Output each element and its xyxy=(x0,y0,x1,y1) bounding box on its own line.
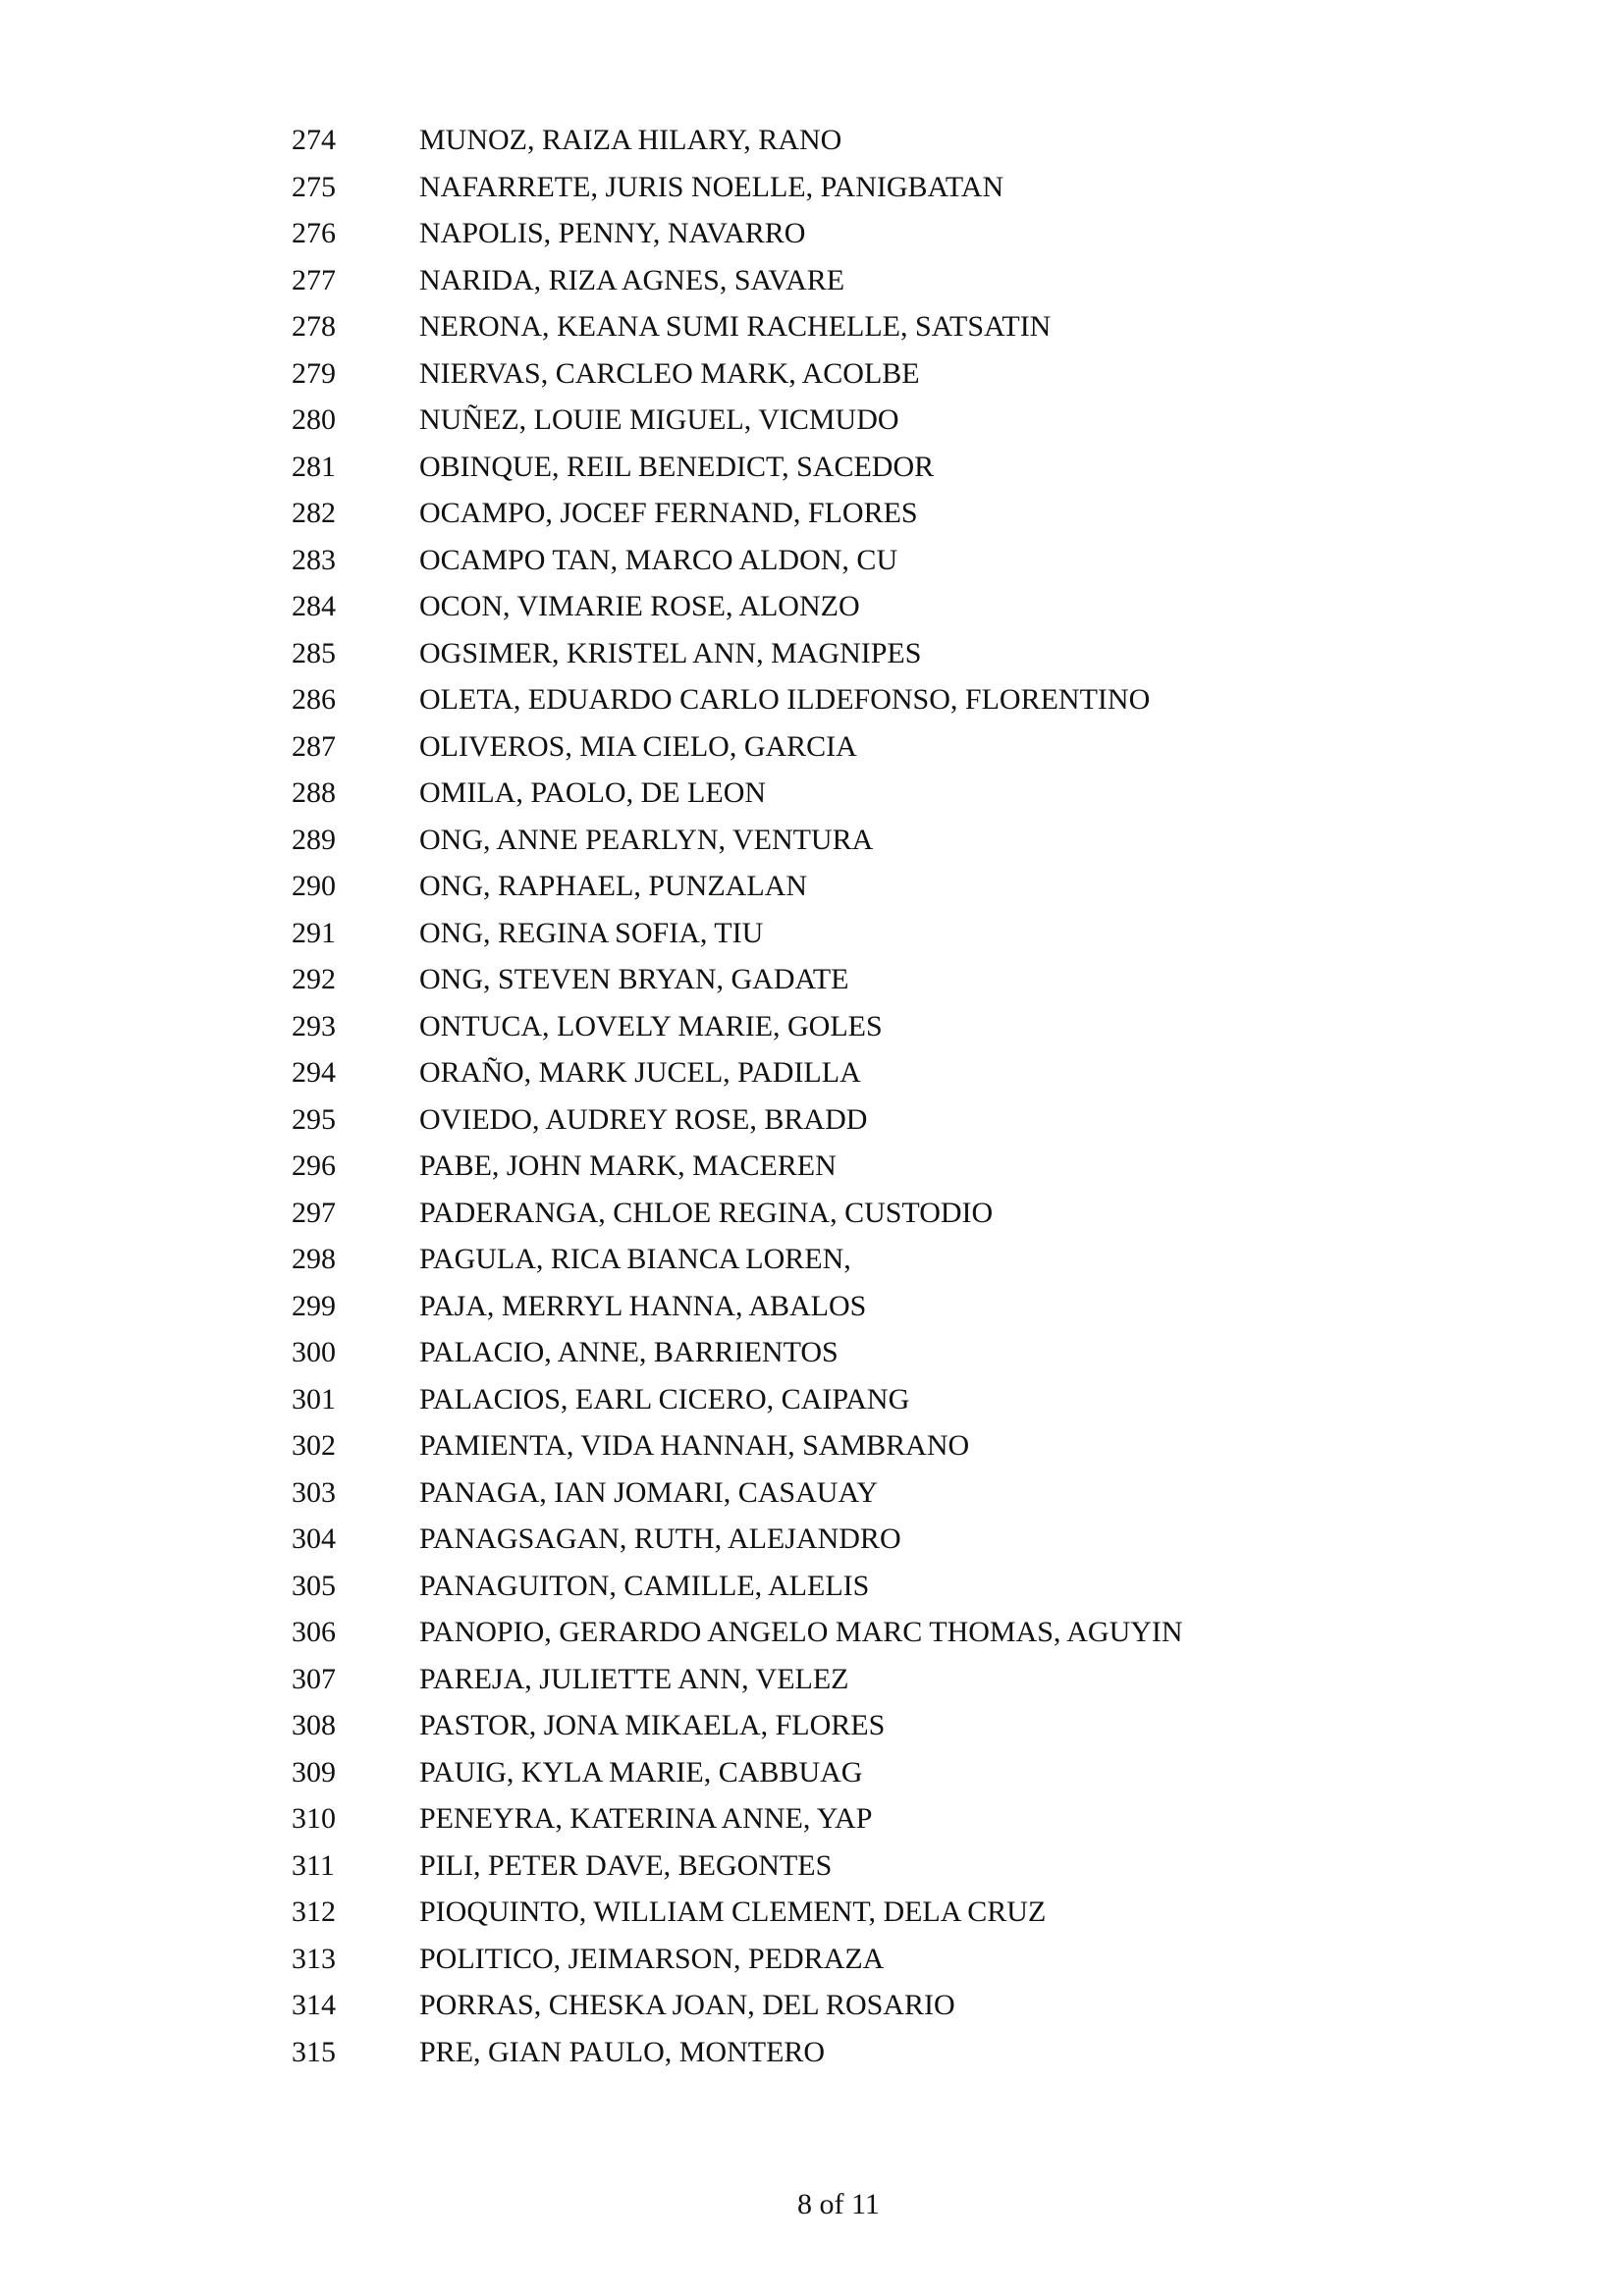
entry-name: NUÑEZ, LOUIE MIGUEL, VICMUDO xyxy=(419,403,899,436)
entry-name: PAUIG, KYLA MARIE, CABBUAG xyxy=(419,1755,863,1789)
entry-name: OLIVEROS, MIA CIELO, GARCIA xyxy=(419,729,857,763)
list-item xyxy=(0,257,1624,304)
page-number: 8 of 11 xyxy=(797,2188,880,2220)
list-item xyxy=(0,817,1624,864)
entry-number: 284 xyxy=(292,590,336,622)
entry-name: PAGULA, RICA BIANCA LOREN, xyxy=(419,1243,851,1275)
entry-name: OBINQUE, REIL BENEDICT, SACEDOR xyxy=(419,450,935,483)
entry-number: 274 xyxy=(292,124,336,156)
entry-number: 282 xyxy=(292,497,336,529)
entry-number: 292 xyxy=(292,963,336,995)
entry-number: 310 xyxy=(292,1802,336,1835)
entry-number: 278 xyxy=(292,310,336,343)
entry-name: PALACIOS, EARL CICERO, CAIPANG xyxy=(419,1382,910,1415)
entry-number: 308 xyxy=(292,1709,336,1741)
entry-name: PABE, JOHN MARK, MACEREN xyxy=(419,1149,837,1182)
entry-number: 285 xyxy=(292,636,336,669)
entry-number: 297 xyxy=(292,1196,336,1229)
list-item xyxy=(0,723,1624,771)
list-item xyxy=(0,770,1624,817)
entry-number: 283 xyxy=(292,543,336,576)
list-item xyxy=(0,350,1624,398)
entry-name: ONG, STEVEN BRYAN, GADATE xyxy=(419,963,849,995)
list-item xyxy=(0,537,1624,584)
entry-name: PALACIO, ANNE, BARRIENTOS xyxy=(419,1336,839,1368)
entry-number: 295 xyxy=(292,1102,336,1136)
list-item xyxy=(0,2029,1624,2076)
entry-name: PAJA, MERRYL HANNA, ABALOS xyxy=(419,1289,867,1322)
entry-number: 298 xyxy=(292,1243,336,1275)
entry-number: 306 xyxy=(292,1616,336,1648)
entry-name: OLETA, EDUARDO CARLO ILDEFONSO, FLORENTINO xyxy=(419,683,1151,716)
entry-number: 302 xyxy=(292,1429,336,1462)
entry-name: PILI, PETER DAVE, BEGONTES xyxy=(419,1848,833,1882)
entry-name: NIERVAS, CARCLEO MARK, ACOLBE xyxy=(419,356,920,390)
entry-name: PASTOR, JONA MIKAELA, FLORES xyxy=(419,1709,886,1741)
entry-number: 289 xyxy=(292,823,336,856)
entry-number: 313 xyxy=(292,1942,336,1975)
entry-number: 304 xyxy=(292,1522,336,1555)
list-item xyxy=(0,1749,1624,1796)
entry-number: 315 xyxy=(292,2035,336,2068)
entry-number: 296 xyxy=(292,1149,336,1182)
list-item xyxy=(0,863,1624,910)
list-item xyxy=(0,1329,1624,1376)
entry-name: OCAMPO, JOCEF FERNAND, FLORES xyxy=(419,497,918,529)
list-item xyxy=(0,1469,1624,1517)
entry-number: 275 xyxy=(292,170,336,203)
entry-name: NARIDA, RIZA AGNES, SAVARE xyxy=(419,263,845,296)
entry-number: 293 xyxy=(292,1009,336,1042)
entry-name: ONG, ANNE PEARLYN, VENTURA xyxy=(419,823,874,856)
entry-number: 277 xyxy=(292,263,336,296)
entry-number: 301 xyxy=(292,1382,336,1415)
entry-name: PRE, GIAN PAULO, MONTERO xyxy=(419,2035,826,2068)
entry-name: PADERANGA, CHLOE REGINA, CUSTODIO xyxy=(419,1196,994,1229)
entry-name: MUNOZ, RAIZA HILARY, RANO xyxy=(419,124,842,156)
entry-number: 305 xyxy=(292,1569,336,1602)
entry-name: PAMIENTA, VIDA HANNAH, SAMBRANO xyxy=(419,1429,970,1462)
list-item xyxy=(0,303,1624,350)
list-item xyxy=(0,583,1624,630)
entry-name: PENEYRA, KATERINA ANNE, YAP xyxy=(419,1802,873,1835)
entry-number: 281 xyxy=(292,450,336,483)
entry-number: 311 xyxy=(292,1848,335,1882)
entry-number: 314 xyxy=(292,1989,336,2021)
name-list xyxy=(0,117,1624,2075)
list-item xyxy=(0,910,1624,957)
list-item xyxy=(0,1702,1624,1749)
entry-number: 287 xyxy=(292,729,336,763)
entry-name: OMILA, PAOLO, DE LEON xyxy=(419,776,767,809)
entry-number: 286 xyxy=(292,683,336,716)
entry-number: 307 xyxy=(292,1662,336,1695)
entry-name: PORRAS, CHESKA JOAN, DEL ROSARIO xyxy=(419,1989,955,2021)
entry-number: 280 xyxy=(292,403,336,436)
list-item xyxy=(0,444,1624,491)
list-item xyxy=(0,1422,1624,1469)
list-item xyxy=(0,676,1624,723)
entry-name: ONTUCA, LOVELY MARIE, GOLES xyxy=(419,1009,883,1042)
entry-number: 294 xyxy=(292,1056,336,1089)
list-item xyxy=(0,1236,1624,1283)
list-item xyxy=(0,1842,1624,1890)
entry-number: 312 xyxy=(292,1896,336,1928)
list-item xyxy=(0,1795,1624,1842)
entry-number: 290 xyxy=(292,870,336,902)
entry-name: PAREJA, JULIETTE ANN, VELEZ xyxy=(419,1662,849,1695)
list-item xyxy=(0,397,1624,444)
list-item xyxy=(0,1003,1624,1050)
entry-name: PIOQUINTO, WILLIAM CLEMENT, DELA CRUZ xyxy=(419,1896,1047,1928)
entry-number: 276 xyxy=(292,217,336,249)
entry-name: ORAÑO, MARK JUCEL, PADILLA xyxy=(419,1056,861,1089)
list-item xyxy=(0,1889,1624,1936)
list-item xyxy=(0,1982,1624,2029)
entry-name: NERONA, KEANA SUMI RACHELLE, SATSATIN xyxy=(419,310,1052,343)
entry-name: PANOPIO, GERARDO ANGELO MARC THOMAS, AGUYIN xyxy=(419,1616,1183,1648)
entry-number: 279 xyxy=(292,356,336,390)
list-item xyxy=(0,630,1624,677)
entry-name: OVIEDO, AUDREY ROSE, BRADD xyxy=(419,1102,868,1136)
list-item xyxy=(0,164,1624,211)
entry-number: 309 xyxy=(292,1755,336,1789)
list-item xyxy=(0,1190,1624,1237)
entry-name: NAFARRETE, JURIS NOELLE, PANIGBATAN xyxy=(419,170,1004,203)
list-item xyxy=(0,117,1624,164)
list-item xyxy=(0,1143,1624,1190)
list-item xyxy=(0,1283,1624,1330)
list-item xyxy=(0,1376,1624,1423)
list-item xyxy=(0,490,1624,537)
entry-name: POLITICO, JEIMARSON, PEDRAZA xyxy=(419,1942,885,1975)
entry-name: NAPOLIS, PENNY, NAVARRO xyxy=(419,217,806,249)
list-item xyxy=(0,1096,1624,1144)
list-item xyxy=(0,1516,1624,1563)
entry-name: PANAGA, IAN JOMARI, CASAUAY xyxy=(419,1475,879,1509)
list-item xyxy=(0,210,1624,257)
list-item xyxy=(0,1049,1624,1096)
list-item xyxy=(0,1936,1624,1983)
entry-name: OCAMPO TAN, MARCO ALDON, CU xyxy=(419,543,898,576)
entry-name: PANAGSAGAN, RUTH, ALEJANDRO xyxy=(419,1522,901,1555)
entry-number: 303 xyxy=(292,1475,336,1509)
entry-number: 291 xyxy=(292,916,336,949)
entry-name: ONG, RAPHAEL, PUNZALAN xyxy=(419,870,807,902)
list-item xyxy=(0,1563,1624,1610)
entry-name: OCON, VIMARIE ROSE, ALONZO xyxy=(419,590,860,622)
entry-number: 300 xyxy=(292,1336,336,1368)
entry-name: PANAGUITON, CAMILLE, ALELIS xyxy=(419,1569,870,1602)
entry-number: 299 xyxy=(292,1289,336,1322)
entry-name: OGSIMER, KRISTEL ANN, MAGNIPES xyxy=(419,636,922,669)
list-item xyxy=(0,1609,1624,1656)
list-item xyxy=(0,956,1624,1003)
entry-name: ONG, REGINA SOFIA, TIU xyxy=(419,916,764,949)
list-item xyxy=(0,1656,1624,1703)
entry-number: 288 xyxy=(292,776,336,809)
